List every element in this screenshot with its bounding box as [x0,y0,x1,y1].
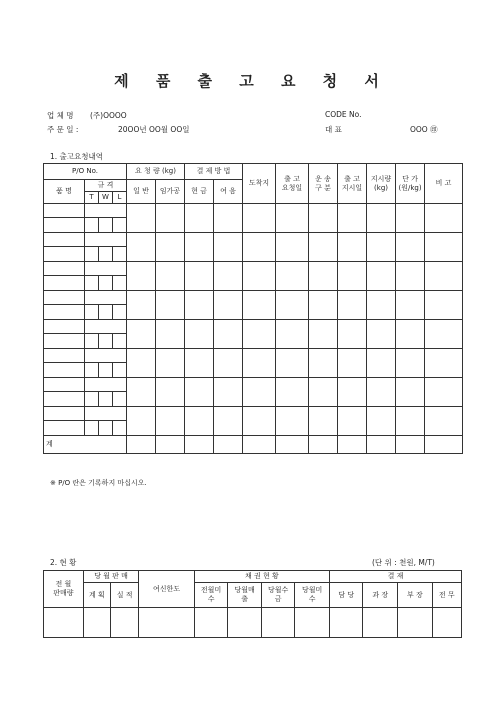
cell[interactable] [425,291,463,320]
total-label: 계 [44,436,127,454]
po-cell[interactable] [85,349,127,363]
cell[interactable] [127,262,156,291]
po-cell[interactable] [85,378,127,392]
cell[interactable] [276,436,309,454]
cell[interactable] [338,320,367,349]
cell[interactable] [113,305,127,320]
section2-title: 2. 현 황 [50,558,77,567]
cell[interactable] [367,378,396,407]
cell[interactable] [85,334,99,349]
prev-unpaid-header: 전월미 수 [194,583,228,608]
cell[interactable] [396,233,425,262]
cell[interactable] [127,436,156,454]
cell[interactable] [309,320,338,349]
cell[interactable] [214,262,243,291]
cell[interactable] [276,349,309,378]
shipment-request-table [43,163,463,454]
cell[interactable] [363,608,398,638]
rep-value: OOO ㊞ [410,125,438,134]
approver-director-header: 부 장 [398,583,433,608]
approver-staff-header: 담 당 [329,583,363,608]
item-cell[interactable] [44,305,85,320]
item-cell[interactable] [44,334,85,349]
cell[interactable] [243,407,276,436]
cell[interactable] [185,204,214,233]
po-cell[interactable] [44,233,85,247]
payment-header: 결 제 방 법 [185,164,243,180]
cell[interactable] [243,320,276,349]
spec-header: 규 격 [85,180,127,192]
item-cell[interactable] [44,247,85,262]
cell[interactable] [83,608,110,638]
cell[interactable] [85,276,99,291]
po-cell[interactable] [44,291,85,305]
cell[interactable] [425,320,463,349]
ship-instruction-header: 출 고 지시일 [338,164,367,204]
prev-sales-header: 전 월 판매량 [44,571,84,608]
cell[interactable] [425,233,463,262]
cell[interactable] [111,608,139,638]
cell[interactable] [185,320,214,349]
cell[interactable] [367,407,396,436]
cell[interactable] [99,334,113,349]
cell[interactable] [156,291,185,320]
cell[interactable] [338,349,367,378]
cell[interactable] [243,262,276,291]
remarks-header: 비 고 [425,164,463,204]
cell[interactable] [194,608,228,638]
cell[interactable] [367,320,396,349]
cell[interactable] [276,233,309,262]
cell[interactable] [113,247,127,262]
cell[interactable] [425,262,463,291]
cell[interactable] [367,233,396,262]
page-title: 제 품 출 고 요 청 서 [114,72,390,90]
cell[interactable] [127,378,156,407]
l-header: L [113,192,127,204]
cell[interactable] [261,608,295,638]
cell[interactable] [425,378,463,407]
cell[interactable] [425,349,463,378]
cell[interactable] [243,436,276,454]
cell[interactable] [214,378,243,407]
cell[interactable] [338,233,367,262]
cell[interactable] [398,608,433,638]
status-table [43,570,462,638]
cell[interactable] [99,392,113,407]
cell[interactable] [295,608,330,638]
cell[interactable] [367,262,396,291]
cell[interactable] [425,436,463,454]
cell[interactable] [309,262,338,291]
cell[interactable] [113,276,127,291]
cell[interactable] [85,247,99,262]
code-label: CODE No. [325,110,362,119]
cell[interactable] [243,291,276,320]
price-header: 단 가 (원/kg) [396,164,425,204]
cell[interactable] [214,436,243,454]
cell[interactable] [309,291,338,320]
cell[interactable] [214,291,243,320]
cell[interactable] [396,320,425,349]
cell[interactable] [338,291,367,320]
cell[interactable] [99,218,113,233]
table-row [44,608,462,638]
cell[interactable] [113,363,127,378]
cell[interactable] [99,247,113,262]
cell[interactable] [85,218,99,233]
t-header: T [85,192,99,204]
cell[interactable] [396,262,425,291]
po-cell[interactable] [85,204,127,218]
cell[interactable] [44,608,84,638]
ship-request-header: 출 고 요청일 [276,164,309,204]
credit-header: 여 음 [214,180,243,204]
cell[interactable] [113,334,127,349]
po-header: P/O No. [44,164,127,180]
qty-header: 요 청 량 (kg) [127,164,185,180]
po-cell[interactable] [44,349,85,363]
cell[interactable] [276,204,309,233]
cell[interactable] [243,378,276,407]
cur-sales-header: 당 월 판 매 [83,571,139,583]
cell[interactable] [214,407,243,436]
cell[interactable] [127,204,156,233]
cell[interactable] [156,407,185,436]
cell[interactable] [127,407,156,436]
cell[interactable] [309,407,338,436]
company-value: (주)OOOO [90,111,127,120]
cell[interactable] [367,436,396,454]
cell[interactable] [156,262,185,291]
cell[interactable] [425,407,463,436]
cell[interactable] [85,421,99,436]
cell[interactable] [367,204,396,233]
cell[interactable] [127,291,156,320]
cell[interactable] [367,291,396,320]
cell[interactable] [396,204,425,233]
cell[interactable] [113,218,127,233]
item-cell[interactable] [44,392,85,407]
cell[interactable] [309,233,338,262]
cell[interactable] [425,204,463,233]
cell[interactable] [185,349,214,378]
cell[interactable] [185,378,214,407]
approver-executive-header: 전 무 [432,583,461,608]
cell[interactable] [367,349,396,378]
cell[interactable] [139,608,195,638]
cur-collection-header: 당월수 금 [261,583,295,608]
po-cell[interactable] [44,204,85,218]
cell[interactable] [396,378,425,407]
cell[interactable] [338,378,367,407]
cell[interactable] [309,378,338,407]
cell[interactable] [338,204,367,233]
cell[interactable] [99,363,113,378]
item-cell[interactable] [44,421,85,436]
cell[interactable] [185,262,214,291]
cell[interactable] [309,349,338,378]
item-cell[interactable] [44,363,85,378]
cell[interactable] [185,436,214,454]
cell[interactable] [185,233,214,262]
po-cell[interactable] [44,262,85,276]
cell[interactable] [396,407,425,436]
order-date-label: 주 문 일 : [47,125,79,134]
cell[interactable] [156,233,185,262]
cell[interactable] [276,262,309,291]
cell[interactable] [185,407,214,436]
cell[interactable] [99,421,113,436]
cell[interactable] [156,320,185,349]
cell[interactable] [276,378,309,407]
receivables-header: 채 권 현 황 [194,571,329,583]
cell[interactable] [243,349,276,378]
po-note: ※ P/O 란은 기록하지 마십시오. [50,479,147,487]
cur-unpaid-header: 당월미 수 [295,583,330,608]
cell[interactable] [113,392,127,407]
cell[interactable] [156,378,185,407]
item-cell[interactable] [44,276,85,291]
cell[interactable] [338,262,367,291]
plan-header: 계 획 [83,583,110,608]
item-header: 품 명 [44,180,85,204]
cell[interactable] [338,407,367,436]
dest-header: 도착지 [243,164,276,204]
actual-header: 실 적 [111,583,139,608]
cell[interactable] [309,436,338,454]
cell[interactable] [85,392,99,407]
po-cell[interactable] [85,320,127,334]
cell[interactable] [156,436,185,454]
cell[interactable] [338,436,367,454]
cell[interactable] [309,204,338,233]
po-cell[interactable] [85,233,127,247]
approval-header: 결 재 [329,571,461,583]
company-label: 업 체 명 [47,111,74,120]
lease-header: 임가공 [156,180,185,204]
item-cell[interactable] [44,218,85,233]
cell[interactable] [214,320,243,349]
cell[interactable] [243,204,276,233]
cell[interactable] [276,407,309,436]
w-header: W [99,192,113,204]
cell[interactable] [243,233,276,262]
po-cell[interactable] [85,407,127,421]
cell[interactable] [396,349,425,378]
cell[interactable] [276,291,309,320]
cell[interactable] [85,363,99,378]
po-cell[interactable] [44,378,85,392]
cell[interactable] [99,276,113,291]
cell[interactable] [127,349,156,378]
cur-sales-amount-header: 당월매 출 [228,583,262,608]
cell[interactable] [214,233,243,262]
cell[interactable] [276,320,309,349]
cell[interactable] [127,233,156,262]
cell[interactable] [99,305,113,320]
unit-label: (단 위 : 천원, M/T) [372,558,435,567]
po-cell[interactable] [44,320,85,334]
cell[interactable] [396,436,425,454]
po-cell[interactable] [85,262,127,276]
po-cell[interactable] [44,407,85,421]
cash-header: 현 금 [185,180,214,204]
cell[interactable] [113,421,127,436]
cell[interactable] [432,608,461,638]
cell[interactable] [156,349,185,378]
transport-header: 운 송 구 분 [309,164,338,204]
cell[interactable] [127,320,156,349]
cell[interactable] [329,608,363,638]
cell[interactable] [156,204,185,233]
po-cell[interactable] [85,291,127,305]
cell[interactable] [396,291,425,320]
total-row [44,436,463,454]
section1-title: 1. 출고요청내역 [50,152,104,161]
cell[interactable] [214,204,243,233]
cell[interactable] [228,608,262,638]
cell[interactable] [185,291,214,320]
general-header: 일 반 [127,180,156,204]
cell[interactable] [85,305,99,320]
approver-manager-header: 과 장 [363,583,398,608]
rep-label: 대 표 [325,125,342,134]
cell[interactable] [214,349,243,378]
order-date-value: 20OO년 OO월 OO일 [118,125,190,134]
credit-limit-header: 여신한도 [139,571,195,608]
instruction-qty-header: 지시량 (kg) [367,164,396,204]
